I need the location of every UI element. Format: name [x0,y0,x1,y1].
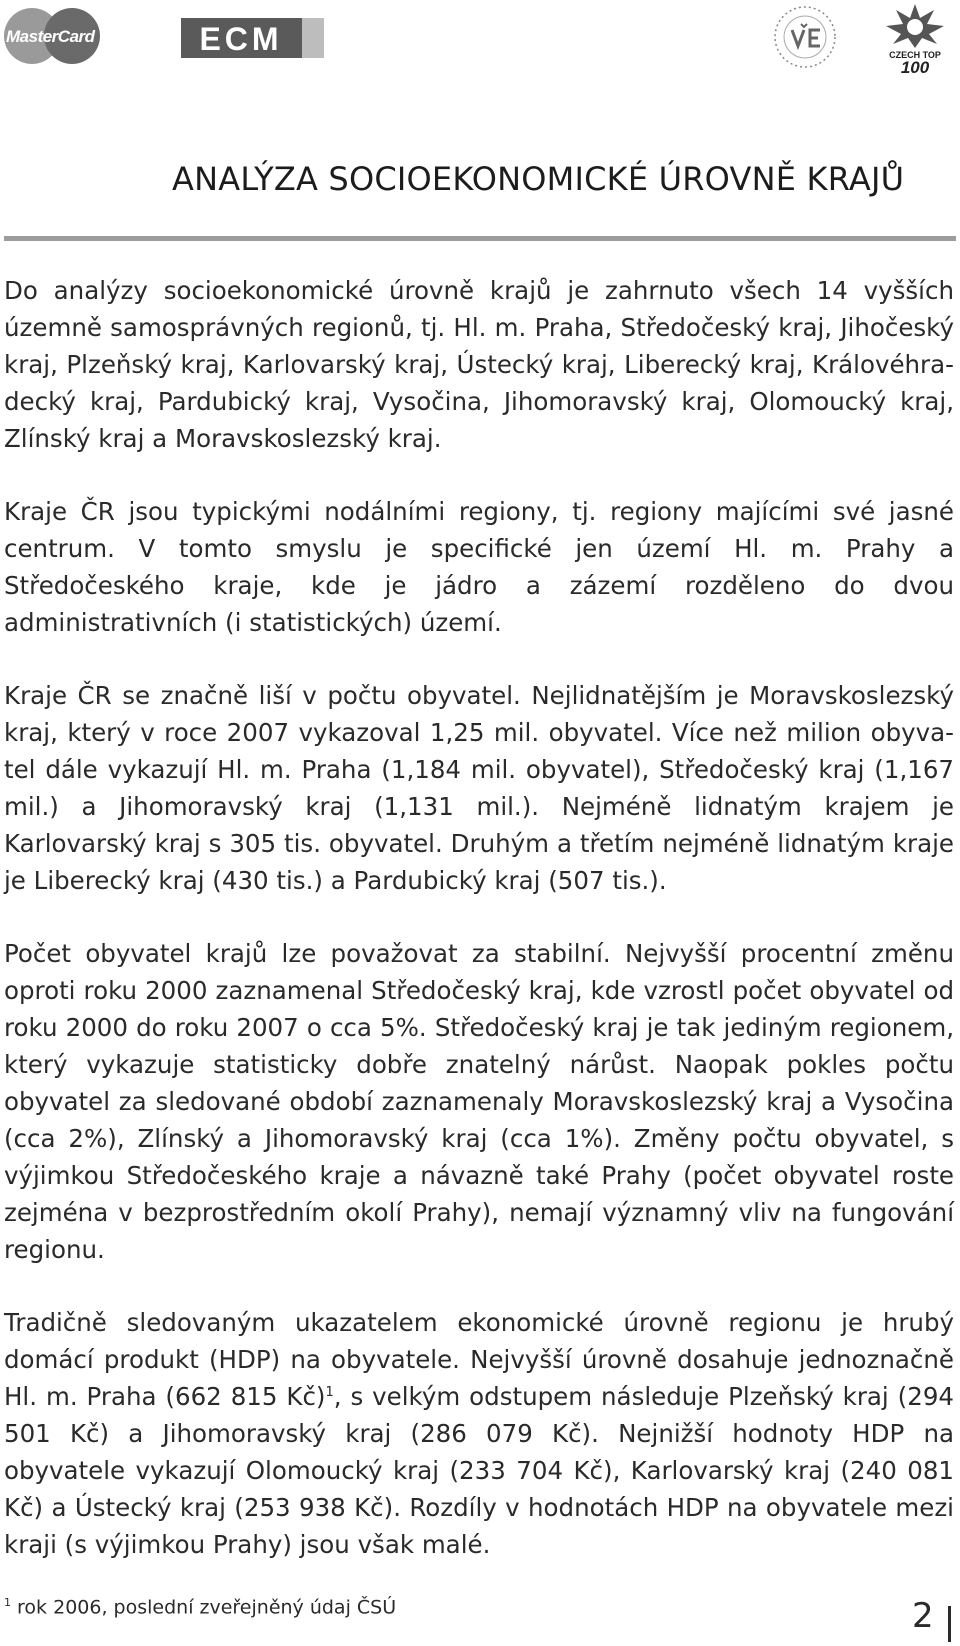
czech-top-text: CZECH TOP [889,50,941,60]
vse-seal-logo [772,4,838,70]
ecm-logo-text: ECM [199,21,283,57]
paragraph-gdp [4,1304,954,1563]
footnote-text: rok 2006, poslední zveřejněný údaj ČSÚ [11,1596,397,1619]
page-title: ANALÝZA SOCIOEKONOMICKÉ ÚROVNĚ KRAJŮ [172,160,905,198]
body-text [4,272,954,1599]
czech-top-100-logo [882,2,948,74]
page-number-bar [948,1606,951,1642]
mastercard-logo [4,8,104,64]
ecm-logo [181,18,324,58]
paragraph-population: Kraje ČR se značně liší v počtu obyvatel. Nejlidnatějším je Moravskoslezský kraj, který v roce 2007 vykazoval 1,25 mil. obyvatel. Více než milion obyvatel dále vykazují Hl. m. Praha (1,184 mil. obyvatel), Středočeský kraj (1,167 mil.) a Jihomoravský kraj (1,131 mil.). Nejméně lidnatým krajem je Karlovarský kraj s 305 tis. obyvatel. Druhým a třetím nejméně lidnatým kraje je Liberecký kraj (430 tis.) a Pardubický kraj (507 tis.). [4,681,954,895]
page-number: 2 [912,1596,934,1636]
title-divider [4,236,956,241]
gdp-text-end: , s velkým odstupem následuje Plzeňský kraj (294 501 Kč) a Jihomoravský kraj (286 079 Kč). Nejnižší hodnoty HDP na obyvatele vykazují Olomoucký kraj (233 704 Kč), Karlovarský kraj (240 081 Kč) a Ústecký kraj (253 938 Kč). Rozdíly v hodnotách HDP na obyvatele mezi kraji (s výjimkou Prahy) jsou však malé. [4,1382,954,1559]
footnote [4,1596,396,1618]
paragraph-regions: Do analýzy socioekonomické úrovně krajů je zahrnuto všech 14 vyšších územně samosprávných regionů, tj. Hl. m. Praha, Středočeský kraj, Jihočeský kraj, Plzeňský kraj, Karlovarský kraj, Ústecký kraj, Liberecký kraj, Královéhradecký kraj, Pardubický kraj, Vysočina, Jihomoravský kraj, Olomoucký kraj, Zlínský kraj a Moravskoslezský kraj. [4,276,954,453]
paragraph-population-change: Počet obyvatel krajů lze považovat za stabilní. Nejvyšší procentní změnu oproti roku 2000 zaznamenal Středočeský kraj, kde vzrostl počet obyvatel od roku 2000 do roku 2007 o cca 5%. Středočeský kraj je tak jediným regionem, který vykazuje statisticky dobře znatelný nárůst. Naopak pokles počtu obyvatel za sledované období zaznamenaly Moravskoslezský kraj a Vysočina (cca 2%), Zlínský a Jihomoravský kraj (cca 1%). Změny počtu obyvatel, s výjimkou Středočeského kraje a návazně také Prahy (počet obyvatel roste zejména v bezprostředním okolí Prahy), nemají významný vliv na fungování regionu. [4,939,954,1264]
footnote-mark: 1 [4,1596,11,1609]
logo-row [0,0,960,80]
gdp-text-start: Tradičně sledovaným ukazatelem ekonomické úrovně regionu je hrubý domácí produkt (HDP) na obyvatele. Nejvyšší úrovně dosahuje jednoznačně Hl. m. Praha (662 815 Kč) [4,1308,954,1411]
czech-top-number: 100 [900,58,930,74]
mastercard-logo-text: MasterCard [6,27,95,46]
paragraph-nodal-regions: Kraje ČR jsou typickými nodálními regiony, tj. regiony majícími své jasné centrum. V tomto smyslu je specifické jen území Hl. m. Prahy a Středočeského kraje, kde je jádro a zázemí rozděleno do dvou administrativních (i statistických) území. [4,497,954,637]
footnote-reference: 1 [325,1384,334,1400]
